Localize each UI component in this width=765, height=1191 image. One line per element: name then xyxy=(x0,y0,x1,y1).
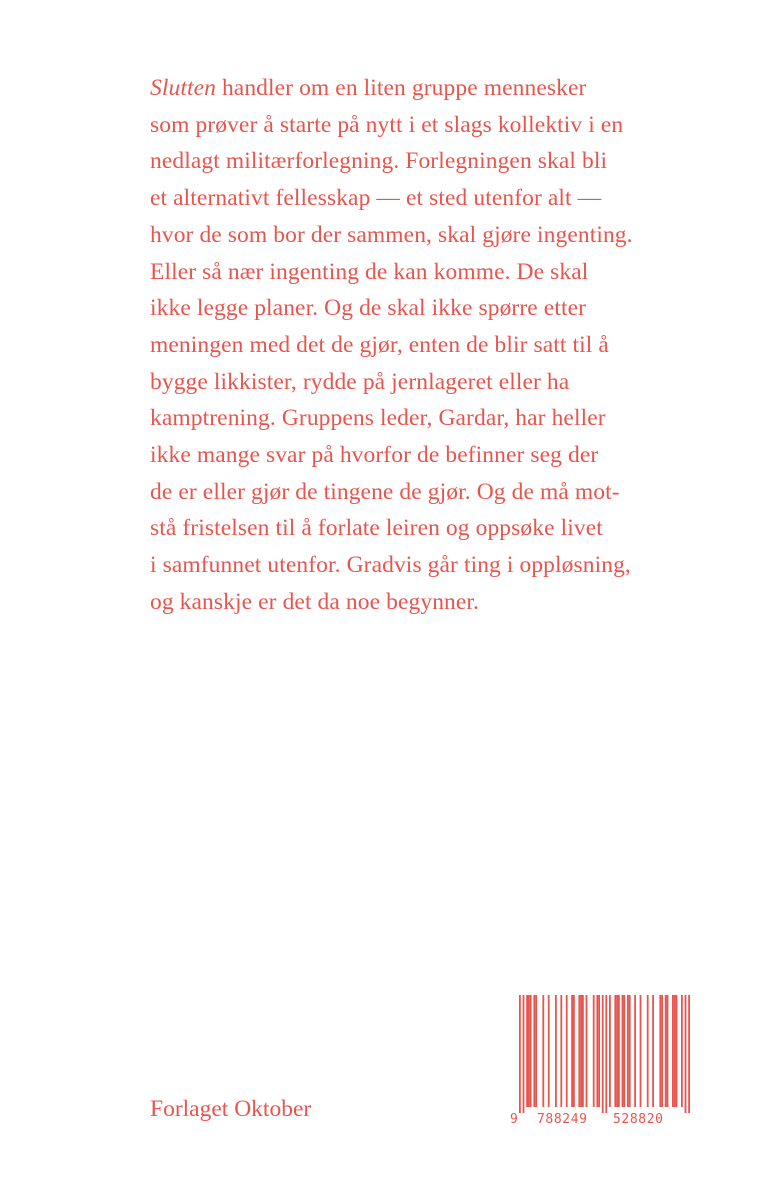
blurb-line: ikke mange svar på hvorfor de befinner seg der xyxy=(150,442,599,469)
blurb-line: et alternativt fellesskap — et sted utenfor alt — xyxy=(150,185,602,212)
barcode-bar xyxy=(530,995,532,1107)
blurb-line: de er eller gjør de tingene de gjør. Og de må mot- xyxy=(150,478,620,505)
barcode-guard-bar xyxy=(523,995,525,1113)
barcode-bar xyxy=(652,995,654,1107)
barcode-bar xyxy=(580,995,582,1107)
barcode-digits-left: 788249 xyxy=(537,1112,588,1127)
barcode-bar xyxy=(622,995,624,1107)
barcode-bar xyxy=(533,995,535,1107)
barcode-bar xyxy=(555,995,557,1107)
publisher-name: Forlaget Oktober xyxy=(150,1096,312,1122)
barcode-bar xyxy=(659,995,661,1107)
barcode-bar xyxy=(640,995,642,1107)
barcode-bar xyxy=(676,995,678,1107)
barcode-guard-bar xyxy=(688,995,690,1113)
book-title: Slutten xyxy=(150,75,216,101)
barcode-digit-first: 9 xyxy=(510,1112,518,1127)
barcode-bar xyxy=(573,995,575,1107)
barcode-guard-bar xyxy=(605,995,607,1113)
blurb-text xyxy=(150,70,710,621)
barcode-bar xyxy=(535,995,537,1107)
barcode-bar xyxy=(578,995,580,1107)
blurb-line: hvor de som bor der sammen, skal gjøre ingenting. xyxy=(150,221,633,248)
barcode-bar xyxy=(629,995,631,1107)
barcode-bar xyxy=(672,995,674,1107)
barcode-bar xyxy=(609,995,611,1107)
blurb-line: kamptrening. Gruppens leder, Gardar, har heller xyxy=(150,405,606,432)
isbn-barcode xyxy=(509,995,694,1130)
barcode-bar xyxy=(582,995,584,1107)
barcode-digits-right: 528820 xyxy=(613,1112,664,1127)
barcode-bar xyxy=(665,995,667,1107)
barcode-bar xyxy=(586,995,588,1107)
barcode-bar xyxy=(528,995,530,1107)
barcode-bar xyxy=(661,995,663,1107)
barcode-bars xyxy=(509,995,694,1113)
blurb-line: bygge likkister, rydde på jernlageret eller ha xyxy=(150,368,570,395)
barcode-bar xyxy=(627,995,629,1107)
barcode-bar xyxy=(596,995,598,1107)
blurb-line: i samfunnet utenfor. Gradvis går ting i oppløsning, xyxy=(150,552,631,579)
barcode-bar xyxy=(566,995,568,1107)
blurb-line xyxy=(150,70,710,107)
barcode-bar xyxy=(571,995,573,1107)
barcode-bar xyxy=(647,995,649,1107)
blurb-line: meningen med det de gjør, enten de blir satt til å xyxy=(150,331,609,358)
blurb-line: og kanskje er det da noe begynner. xyxy=(150,588,480,615)
blurb-line: som prøver å starte på nytt i et slags kollektiv i en xyxy=(150,111,624,138)
barcode-bar xyxy=(548,995,550,1107)
barcode-bar xyxy=(616,995,618,1107)
barcode-bar xyxy=(634,995,636,1107)
barcode-bar xyxy=(681,995,683,1107)
barcode-guard-bar xyxy=(602,995,604,1113)
barcode-bar xyxy=(614,995,616,1107)
barcode-guard-bar xyxy=(519,995,521,1113)
blurb-line: ikke legge planer. Og de skal ikke spørre etter xyxy=(150,295,587,322)
blurb-line: nedlagt militærforlegning. Forlegningen skal bli xyxy=(150,148,608,175)
barcode-bar xyxy=(526,995,528,1107)
barcode-bar xyxy=(542,995,544,1107)
barcode-bar xyxy=(623,995,625,1107)
barcode-guard-bar xyxy=(685,995,687,1113)
barcode-bar xyxy=(598,995,600,1107)
barcode-bar xyxy=(560,995,562,1107)
blurb-line: stå fristelsen til å forlate leiren og oppsøke livet xyxy=(150,515,603,542)
barcode-digits xyxy=(509,1111,694,1129)
blurb-line: Eller så nær ingenting de kan komme. De skal xyxy=(150,258,589,285)
barcode-bar xyxy=(593,995,595,1107)
barcode-bar xyxy=(618,995,620,1107)
barcode-bar xyxy=(667,995,669,1107)
barcode-bar xyxy=(674,995,676,1107)
blurb-line-text: handler om en liten gruppe mennesker xyxy=(215,75,587,101)
